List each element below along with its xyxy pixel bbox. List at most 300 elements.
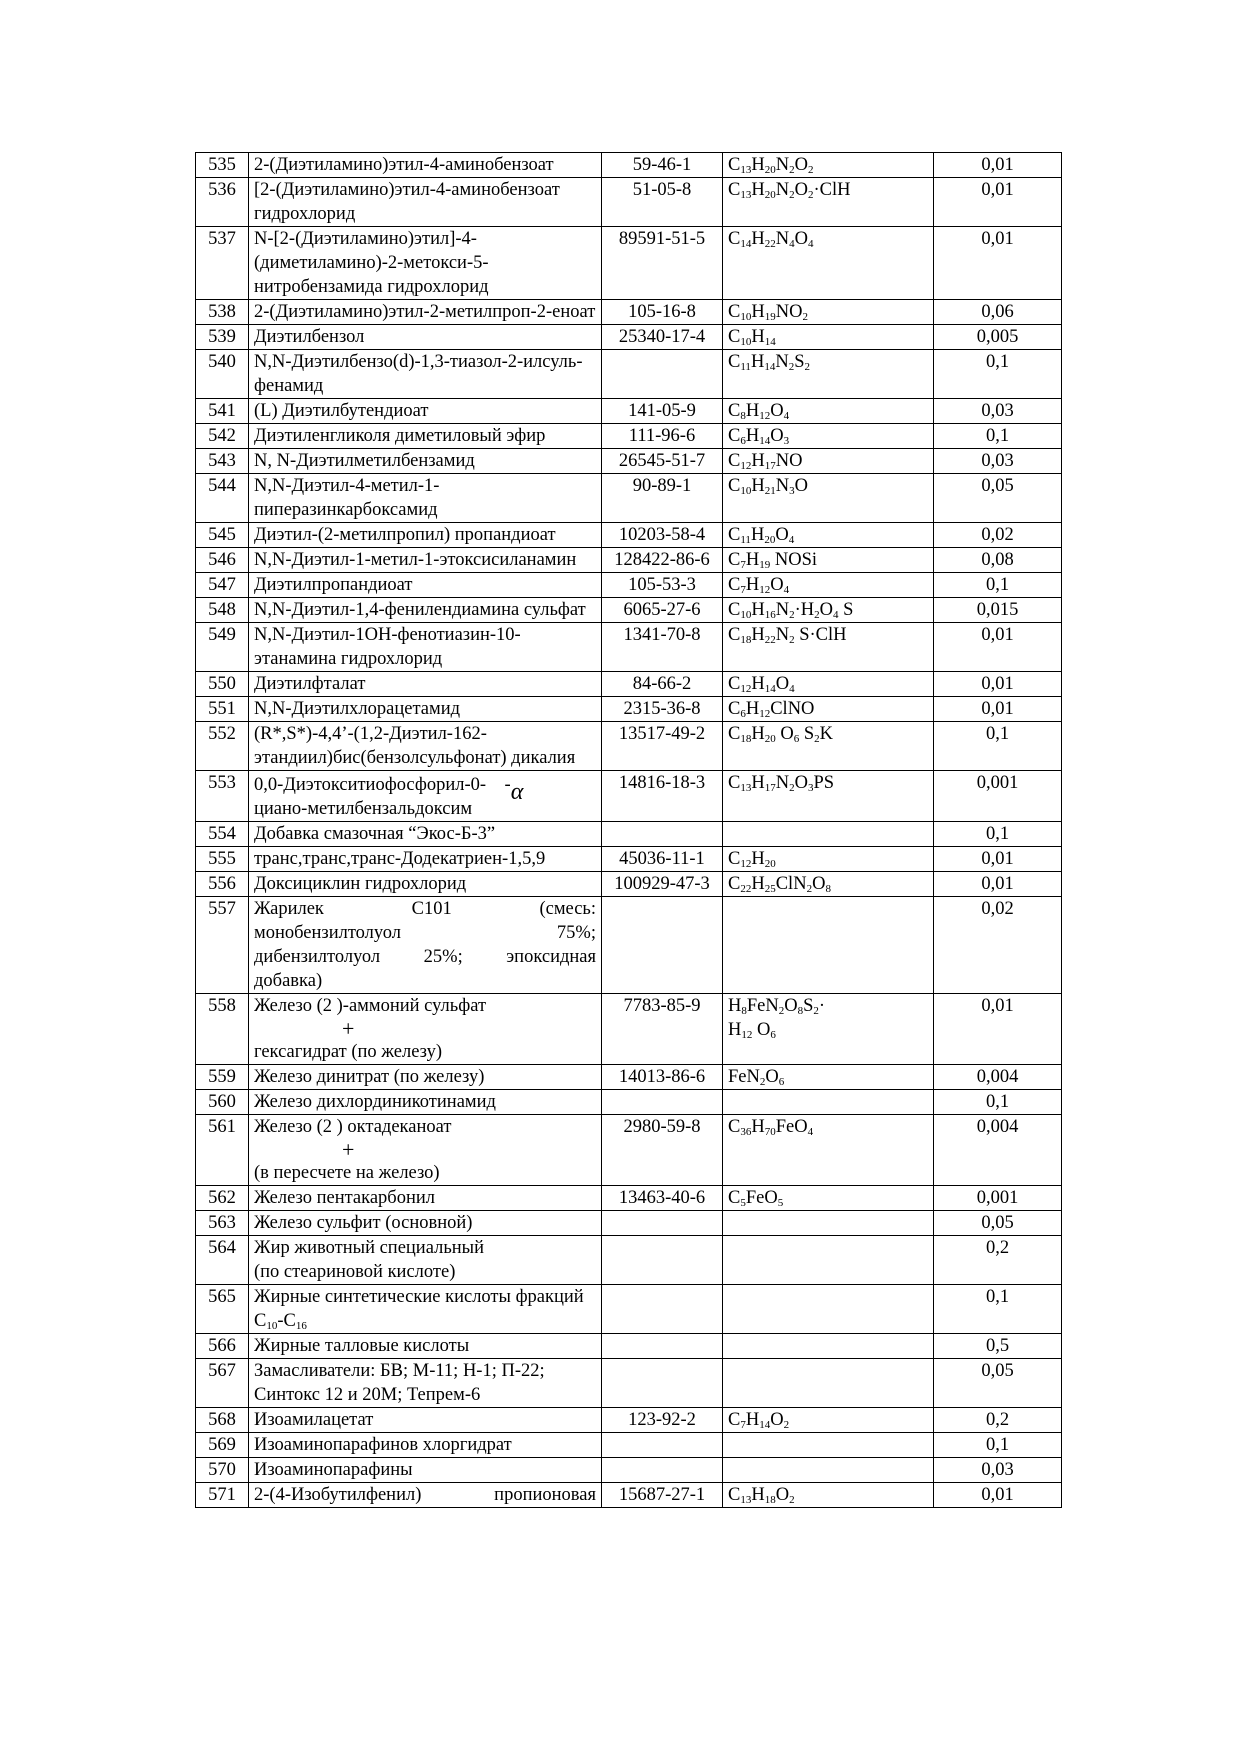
substance-name-text: 0,0-Диэтокситиофосфорил-0- [254, 775, 487, 795]
table-row [196, 548, 1062, 573]
substance-name [249, 227, 602, 300]
limit-value: 0,03 [934, 449, 1062, 474]
formula-element: O [765, 1067, 779, 1087]
formula-element: C [728, 451, 741, 471]
formula-subscript: 3 [807, 782, 814, 794]
formula-element: S·ClH [794, 625, 847, 645]
substance-name [249, 822, 602, 847]
formula-element: C [728, 352, 741, 372]
table-row [196, 771, 1062, 822]
formula-subscript: 2 [788, 361, 795, 373]
formula-element: C [728, 699, 741, 719]
formula-subscript: 4 [807, 238, 814, 250]
cas-number: 2980-59-8 [602, 1115, 723, 1186]
formula-element: O [770, 575, 784, 595]
row-number: 551 [196, 697, 249, 722]
formula-element: H [745, 550, 760, 570]
alpha-symbol: α [510, 779, 524, 805]
formula-element: H [751, 327, 765, 347]
formula-subscript: 4 [783, 410, 790, 422]
chemical-formula [723, 300, 934, 325]
formula-subscript: 10 [740, 311, 752, 323]
row-number: 549 [196, 623, 249, 672]
row-number: 542 [196, 424, 249, 449]
formula-element: C [728, 874, 741, 894]
limit-value: 0,03 [934, 1458, 1062, 1483]
formula-element: H [751, 302, 765, 322]
formula-element: O [770, 426, 784, 446]
limit-value: 0,02 [934, 523, 1062, 548]
formula-element: H [751, 773, 765, 793]
formula-subscript: 17 [764, 782, 776, 794]
table-row [196, 1359, 1062, 1408]
table-row [196, 722, 1062, 771]
substance-name-text: Железо пентакарбонил [254, 1188, 435, 1208]
chemical-formula [723, 1236, 934, 1285]
chemical-formula [723, 424, 934, 449]
formula-subscript: 14 [740, 238, 752, 250]
limit-value: 0,1 [934, 424, 1062, 449]
table-row [196, 523, 1062, 548]
formula-subscript: 5 [740, 1197, 746, 1209]
formula-subscript: 2 [759, 1076, 766, 1088]
formula-subscript: 13 [740, 782, 752, 794]
limit-value: 0,1 [934, 573, 1062, 598]
substance-name [249, 1115, 602, 1186]
formula-element: NO [775, 302, 803, 322]
formula-subscript: 6 [778, 1076, 785, 1088]
cas-number [602, 822, 723, 847]
row-number: 570 [196, 1458, 249, 1483]
formula-element: O [784, 996, 798, 1016]
substance-name [249, 994, 602, 1065]
formula-element: H [745, 426, 760, 446]
substance-name-text: Диэтиленгликоля диметиловый эфир [254, 426, 546, 446]
formula-subscript: 12 [759, 584, 771, 596]
table-row [196, 1433, 1062, 1458]
formula-element: H [751, 451, 765, 471]
formula-element: C [728, 525, 741, 545]
cas-number [602, 1211, 723, 1236]
limit-value: 0,1 [934, 1285, 1062, 1334]
chemical-formula [723, 1065, 934, 1090]
formula-subscript: 6 [770, 1029, 776, 1041]
formula-subscript: 13 [740, 189, 752, 201]
formula-element: O [794, 155, 808, 175]
substance-name-text: Доксициклин гидрохлорид [254, 874, 467, 894]
formula-element: C [728, 476, 741, 496]
cas-number: 45036-11-1 [602, 847, 723, 872]
row-number: 552 [196, 722, 249, 771]
formula-subscript: 20 [764, 164, 776, 176]
row-number: 548 [196, 598, 249, 623]
formula-element: FeO [775, 1117, 808, 1137]
table-row [196, 153, 1062, 178]
cas-number [602, 897, 723, 994]
limit-value: 0,01 [934, 623, 1062, 672]
limit-value: 0,1 [934, 1433, 1062, 1458]
formula-element: N [775, 476, 790, 496]
cas-number: 59-46-1 [602, 153, 723, 178]
substance-name [249, 399, 602, 424]
substance-table [195, 152, 1062, 1508]
formula-element: C [728, 724, 741, 744]
substance-table-body [196, 153, 1062, 1508]
substance-name [249, 847, 602, 872]
formula-element: NOSi [770, 550, 817, 570]
substance-name [249, 1359, 602, 1408]
row-number: 543 [196, 449, 249, 474]
limit-value: 0,01 [934, 672, 1062, 697]
substance-name [249, 1458, 602, 1483]
row-number: 536 [196, 178, 249, 227]
chemical-formula [723, 872, 934, 897]
formula-subscript: 2 [789, 189, 795, 201]
formula-subscript: 2 [813, 1005, 819, 1017]
chemical-formula [723, 897, 934, 994]
formula-subscript: 2 [778, 1005, 785, 1017]
substance-name-text: N,N-Диэтил-1ОН-фенотиазин-10-этанамина гидрохлорид [254, 625, 521, 669]
formula-subscript: 4 [789, 683, 795, 695]
substance-name-text: Диэтилбензол [254, 327, 365, 347]
formula-subscript: 2 [789, 609, 795, 621]
substance-name-text: Жирные талловые кислоты [254, 1336, 470, 1356]
formula-element: S [794, 352, 805, 372]
formula-subscript: 12 [741, 1029, 753, 1041]
formula-element: H [745, 1410, 760, 1430]
formula-element: H [751, 849, 765, 869]
formula-element: H [751, 724, 765, 744]
formula-element: H [745, 401, 760, 421]
formula-element: N [775, 155, 790, 175]
formula-subscript: 4 [789, 238, 795, 250]
formula-element: NO [775, 451, 803, 471]
row-number: 553 [196, 771, 249, 822]
chemical-formula [723, 474, 934, 523]
formula-subscript: 8 [741, 1005, 747, 1017]
table-row [196, 1408, 1062, 1433]
formula-element: FeN [728, 1067, 760, 1087]
formula-element: H [750, 352, 765, 372]
formula-subscript: 5 [777, 1197, 784, 1209]
chemical-formula [723, 722, 934, 771]
chemical-formula [723, 1458, 934, 1483]
formula-subscript: 14 [764, 336, 776, 348]
formula-element: PS [813, 773, 835, 793]
row-number: 555 [196, 847, 249, 872]
row-number: 565 [196, 1285, 249, 1334]
table-row [196, 449, 1062, 474]
formula-element: C [728, 1117, 741, 1137]
formula-subscript: 2 [789, 634, 795, 646]
formula-element: FeO [745, 1188, 778, 1208]
substance-name-text: N,N-Диэтилбензо(d)-1,3-тиазол-2-илсуль-фенамид [254, 352, 583, 396]
formula-subscript: 4 [833, 609, 839, 621]
substance-name-text: Железо (2 ) октадеканоат [254, 1117, 452, 1137]
formula-subscript: 13 [740, 1494, 752, 1506]
substance-name-text: N,N-Диэтил-4-метил-1-пиперазинкарбоксамид [254, 476, 440, 520]
formula-element: N [775, 229, 790, 249]
table-row [196, 1211, 1062, 1236]
table-row [196, 994, 1062, 1065]
formula-element: O [812, 874, 826, 894]
table-row [196, 1236, 1062, 1285]
formula-element: H [751, 1117, 765, 1137]
formula-subscript: 10 [740, 336, 752, 348]
row-number: 537 [196, 227, 249, 300]
table-row [196, 872, 1062, 897]
formula-element: H [745, 575, 760, 595]
table-row [196, 623, 1062, 672]
substance-name [249, 300, 602, 325]
chemical-formula [723, 573, 934, 598]
row-number: 558 [196, 994, 249, 1065]
chemical-formula [723, 1433, 934, 1458]
limit-value: 0,01 [934, 994, 1062, 1065]
table-row [196, 1483, 1062, 1508]
substance-name-text: N-[2-(Диэтиламино)этил]-4-(диметиламино)-2-метокси-5-нитробензамида гидрохлорид [254, 229, 489, 297]
substance-name-text: Диэтилфталат [254, 674, 366, 694]
substance-name [249, 523, 602, 548]
formula-subscript: 12 [759, 708, 771, 720]
formula-element: O [775, 724, 794, 744]
limit-value: 0,01 [934, 153, 1062, 178]
formula-subscript: 2 [814, 609, 820, 621]
formula-element: -C [277, 1311, 296, 1331]
formula-subscript: 22 [740, 883, 752, 895]
row-number: 556 [196, 872, 249, 897]
table-row [196, 300, 1062, 325]
plus-symbol: + [342, 1016, 355, 1041]
chemical-formula [723, 994, 934, 1065]
substance-name [249, 178, 602, 227]
substance-name-continuation: Синтокс 12 и 20М; Тепрем-6 [254, 1385, 481, 1405]
substance-name [249, 722, 602, 771]
cas-number: 13463-40-6 [602, 1186, 723, 1211]
cas-number: 26545-51-7 [602, 449, 723, 474]
table-row [196, 1334, 1062, 1359]
chemical-formula [723, 227, 934, 300]
substance-name-line: Жарилек С101 (смесь: [254, 899, 596, 919]
formula-subscript: 12 [740, 858, 752, 870]
substance-name-text: Изоамилацетат [254, 1410, 374, 1430]
substance-name-line: монобензилтолуол 75%; [254, 923, 596, 943]
cas-number: 128422-86-6 [602, 548, 723, 573]
chemical-formula [723, 822, 934, 847]
substance-name [249, 672, 602, 697]
formula-element: N [775, 600, 790, 620]
cas-number: 90-89-1 [602, 474, 723, 523]
formula-element: C [728, 426, 741, 446]
substance-name [249, 1483, 602, 1508]
formula-subscript: 3 [783, 435, 790, 447]
limit-value: 0,1 [934, 822, 1062, 847]
substance-name-text: транс,транс,транс-Додекатриен-1,5,9 [254, 849, 546, 869]
formula-subscript: 18 [740, 733, 752, 745]
formula-element: ·ClH [813, 180, 851, 200]
cas-number: 1341-70-8 [602, 623, 723, 672]
formula-subscript: 4 [783, 584, 790, 596]
cas-number: 7783-85-9 [602, 994, 723, 1065]
chemical-formula [723, 598, 934, 623]
formula-element: H [745, 699, 760, 719]
formula-subscript: 10 [740, 485, 752, 497]
table-row [196, 672, 1062, 697]
limit-value: 0,2 [934, 1408, 1062, 1433]
cas-number [602, 1285, 723, 1334]
formula-element: C [728, 327, 741, 347]
limit-value: 0,5 [934, 1334, 1062, 1359]
formula-element: ClNO [770, 699, 815, 719]
formula-element: H [751, 476, 765, 496]
table-row [196, 897, 1062, 994]
formula-element: H [751, 625, 765, 645]
cas-number: 10203-58-4 [602, 523, 723, 548]
formula-element: H [751, 229, 765, 249]
cas-number [602, 350, 723, 399]
limit-value: 0,1 [934, 722, 1062, 771]
row-number: 569 [196, 1433, 249, 1458]
formula-subscript: 20 [764, 189, 776, 201]
table-row [196, 178, 1062, 227]
table-row [196, 1090, 1062, 1115]
formula-subscript: 8 [825, 883, 831, 895]
chemical-formula [723, 523, 934, 548]
chemical-formula [723, 771, 934, 822]
row-number: 539 [196, 325, 249, 350]
substance-name [249, 325, 602, 350]
formula-element: N [775, 625, 790, 645]
table-row [196, 1115, 1062, 1186]
cas-number: 14013-86-6 [602, 1065, 723, 1090]
formula-element: H [728, 1020, 742, 1040]
chemical-formula [723, 1090, 934, 1115]
row-number: 562 [196, 1186, 249, 1211]
limit-value: 0,06 [934, 300, 1062, 325]
formula-element: S [803, 996, 814, 1016]
chemical-formula [723, 1483, 934, 1508]
substance-name [249, 573, 602, 598]
formula-element: O [775, 674, 790, 694]
formula-subscript: 17 [764, 460, 776, 472]
formula-element: O [775, 525, 789, 545]
substance-name-continuation: (в пересчете на железо) [254, 1163, 440, 1183]
limit-value: 0,01 [934, 178, 1062, 227]
formula-element: H [751, 874, 765, 894]
cas-number: 100929-47-3 [602, 872, 723, 897]
formula-element: ClN [775, 874, 807, 894]
formula-element: H [750, 525, 765, 545]
formula-subscript: 22 [764, 238, 776, 250]
cas-number [602, 1090, 723, 1115]
limit-value: 0,2 [934, 1236, 1062, 1285]
formula-subscript: 11 [740, 361, 751, 373]
substance-name-dash: - [504, 775, 511, 795]
formula-element: C [728, 1410, 741, 1430]
chemical-formula [723, 1359, 934, 1408]
table-row [196, 1285, 1062, 1334]
substance-name [249, 897, 602, 994]
substance-name [249, 424, 602, 449]
substance-name-text: Железо (2 )-аммоний сульфат [254, 996, 487, 1016]
formula-element: H [751, 600, 765, 620]
limit-value: 0,01 [934, 1483, 1062, 1508]
substance-name-text: Изоаминопарафинов хлоргидрат [254, 1435, 512, 1455]
formula-element: O [794, 180, 808, 200]
table-row [196, 227, 1062, 300]
formula-subscript: 14 [764, 683, 776, 695]
formula-element: H [751, 155, 765, 175]
substance-name [249, 449, 602, 474]
formula-subscript: 25 [764, 883, 776, 895]
row-number: 544 [196, 474, 249, 523]
formula-element: H [751, 180, 765, 200]
limit-value: 0,004 [934, 1115, 1062, 1186]
formula-element: O [770, 1410, 784, 1430]
limit-value: 0,005 [934, 325, 1062, 350]
chemical-formula [723, 847, 934, 872]
formula-subscript: 20 [764, 733, 776, 745]
row-number: 564 [196, 1236, 249, 1285]
limit-value: 0,01 [934, 697, 1062, 722]
substance-name [249, 1065, 602, 1090]
table-row [196, 1065, 1062, 1090]
formula-subscript: 18 [764, 1494, 776, 1506]
substance-name-text: Диэтилпропандиоат [254, 575, 413, 595]
substance-name [249, 598, 602, 623]
limit-value: 0,01 [934, 872, 1062, 897]
substance-name-line: добавка) [254, 971, 323, 991]
formula-element: S [799, 724, 815, 744]
substance-name [249, 1090, 602, 1115]
limit-value: 0,01 [934, 847, 1062, 872]
substance-name [249, 1433, 602, 1458]
row-number: 541 [196, 399, 249, 424]
table-row [196, 847, 1062, 872]
substance-name [249, 474, 602, 523]
substance-name-text: Жирные синтетические кислоты фракций [254, 1287, 584, 1307]
limit-value: 0,004 [934, 1065, 1062, 1090]
substance-name-line: дибензилтолуол 25%; эпоксидная [254, 947, 596, 967]
substance-name-text: Добавка смазочная “Экос-Б-3” [254, 824, 496, 844]
formula-element: C [728, 674, 741, 694]
table-row [196, 350, 1062, 399]
substance-name-continuation: гексагидрат (по железу) [254, 1042, 443, 1062]
substance-name-text: Железо сульфит (основной) [254, 1213, 473, 1233]
formula-subscript: 2 [802, 311, 808, 323]
row-number: 563 [196, 1211, 249, 1236]
row-number: 540 [196, 350, 249, 399]
chemical-formula [723, 1334, 934, 1359]
substance-name-text: 2-(Диэтиламино)этил-2-метилпроп-2-еноат [254, 302, 596, 322]
formula-subscript: 10 [266, 1320, 278, 1332]
formula-subscript: 19 [764, 311, 776, 323]
formula-element: C [728, 1485, 741, 1505]
substance-name-text: 2-(Диэтиламино)этил-4-аминобензоат [254, 155, 554, 175]
cas-number: 13517-49-2 [602, 722, 723, 771]
formula-subscript: 11 [740, 534, 751, 546]
formula-element: C [728, 1188, 741, 1208]
row-number: 550 [196, 672, 249, 697]
formula-subscript: 14 [764, 361, 776, 373]
substance-name [249, 771, 602, 822]
formula-subscript: 12 [740, 683, 752, 695]
substance-name [249, 153, 602, 178]
formula-element: N [775, 773, 790, 793]
plus-symbol: + [342, 1137, 355, 1162]
substance-name-text: (L) Диэтилбутендиоат [254, 401, 429, 421]
formula-subscript: 6 [740, 708, 746, 720]
